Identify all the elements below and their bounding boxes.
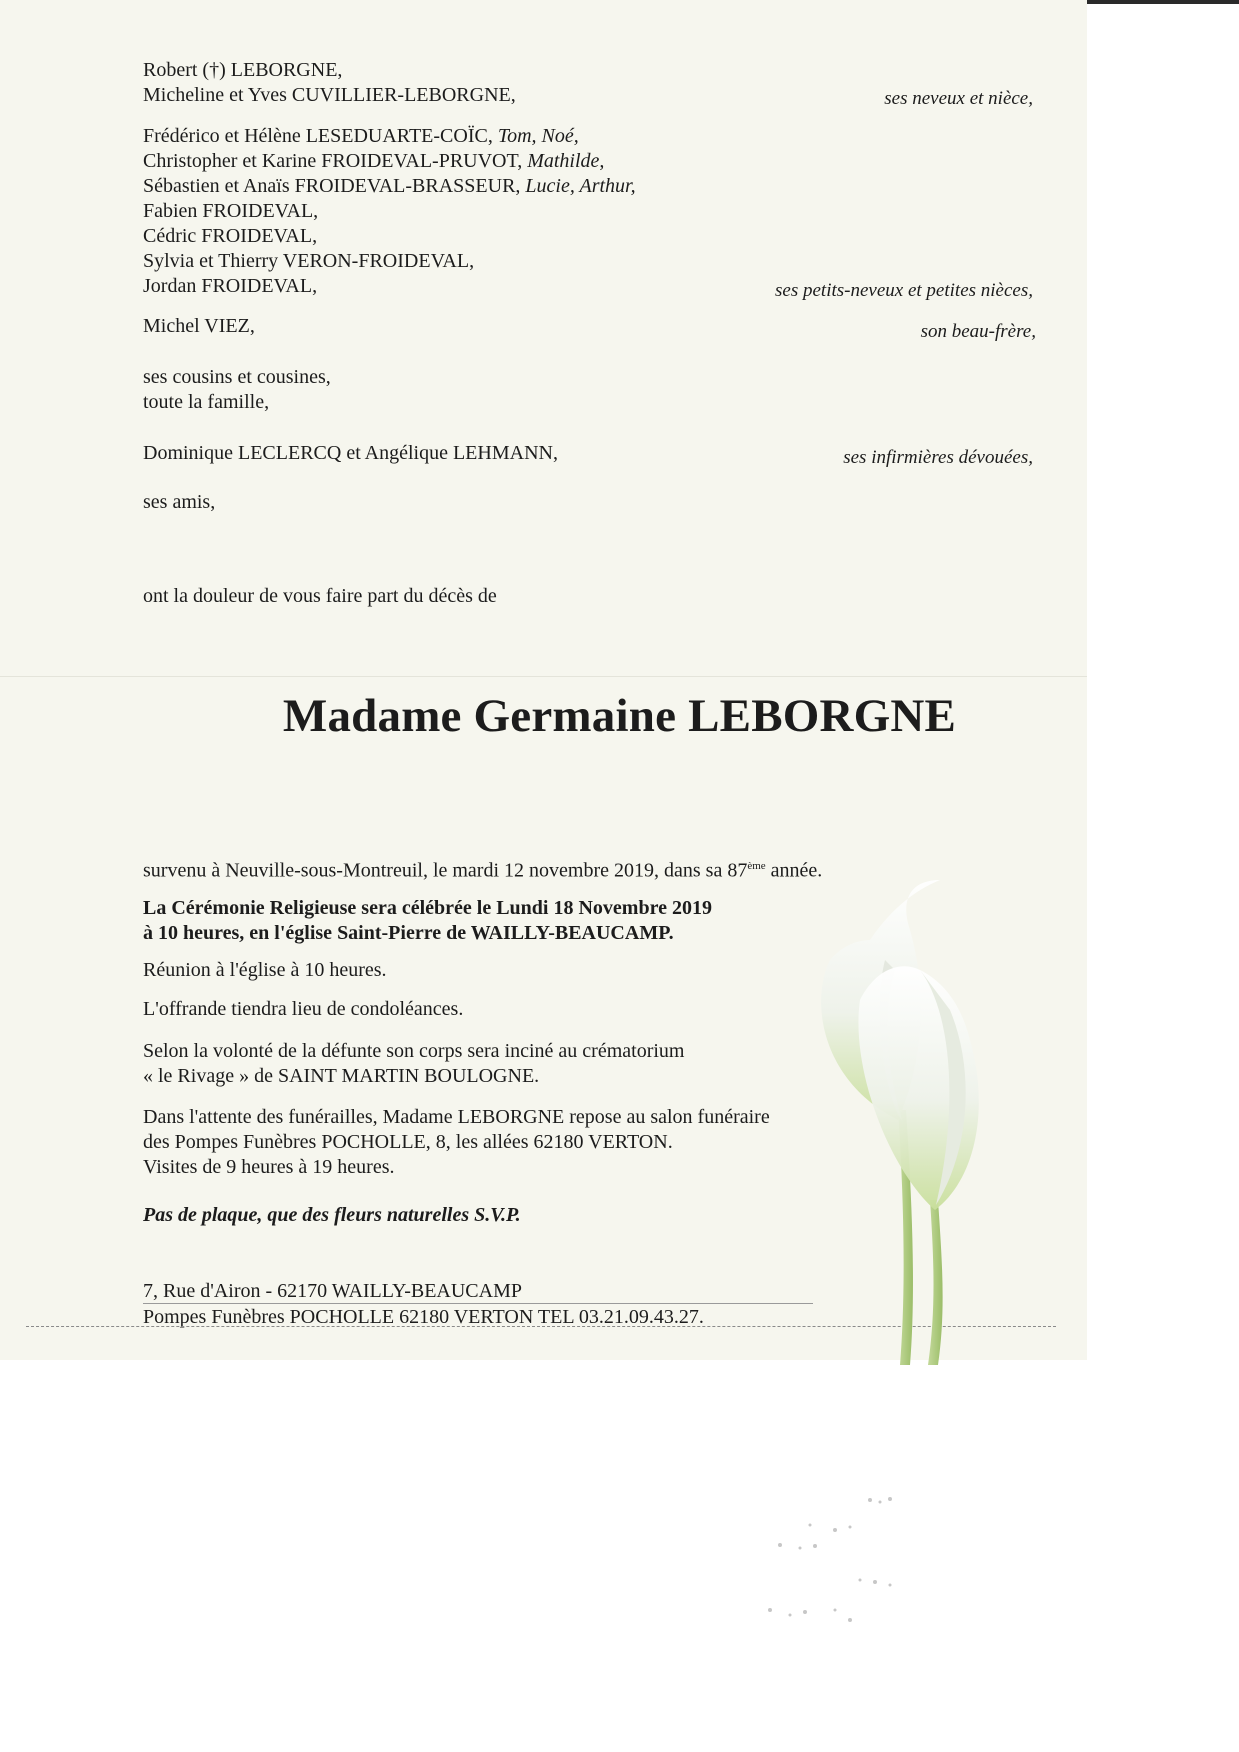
scan-edge-line [1087,0,1239,4]
family-line-1: Robert (†) LEBORGNE, [143,59,343,81]
deceased-name: Madame Germaine LEBORGNE [282,690,957,742]
ceremony-line-1: La Cérémonie Religieuse sera célébrée le Lundi 18 Novembre 2019 [143,897,712,919]
reunion-line: Réunion à l'église à 10 heures. [143,959,387,981]
death-details: survenu à Neuville-sous-Montreuil, le mardi 12 novembre 2019, dans sa 87ème année. [143,859,823,882]
family-line-9: Jordan FROIDEVAL, [143,275,318,297]
funeral-home-line-2: des Pompes Funèbres POCHOLLE, 8, les allées 62180 VERTON. [143,1131,673,1153]
family-line-8: Sylvia et Thierry VERON-FROIDEVAL, [143,250,475,272]
relation-nurses: ses infirmières dévouées, [843,447,1033,468]
family-line-5: Sébastien et Anaïs FROIDEVAL-BRASSEUR, Lucie, Arthur, [143,175,636,197]
offering-line: L'offrande tiendra lieu de condoléances. [143,998,464,1020]
visiting-hours-line: Visites de 9 heures à 19 heures. [143,1156,395,1178]
family-line-13: Dominique LECLERCQ et Angélique LEHMANN, [143,442,558,464]
relation-grandnephews: ses petits-neveux et petites nièces, [775,280,1033,301]
relation-nephews: ses neveux et nièce, [884,88,1033,109]
cremation-line-1: Selon la volonté de la défunte son corps sera inciné au crématorium [143,1040,685,1062]
family-line-2: Micheline et Yves CUVILLIER-LEBORGNE, [143,84,516,106]
family-line-6: Fabien FROIDEVAL, [143,200,319,222]
family-line-10: Michel VIEZ, [143,315,255,337]
ceremony-line-2: à 10 heures, en l'église Saint-Pierre de WAILLY-BEAUCAMP. [143,922,674,944]
address-underline [143,1303,813,1304]
family-line-14: ses amis, [143,491,216,513]
funeral-home-line-1: Dans l'attente des funérailles, Madame LEBORGNE repose au salon funéraire [143,1106,770,1128]
family-line-4: Christopher et Karine FROIDEVAL-PRUVOT, Mathilde, [143,150,605,172]
family-line-11: ses cousins et cousines, [143,366,331,388]
calla-lily-illustration [800,870,1060,1365]
fold-line [0,676,1087,677]
funeral-director-line: Pompes Funèbres POCHOLLE 62180 VERTON TEL 03.21.09.43.27. [143,1306,704,1328]
family-line-7: Cédric FROIDEVAL, [143,225,318,247]
cremation-line-2: « le Rivage » de SAINT MARTIN BOULOGNE. [143,1065,540,1087]
family-line-12: toute la famille, [143,391,270,413]
family-line-3: Frédérico et Hélène LESEDUARTE-COÏC, Tom, Noé, [143,125,579,147]
relation-brother-in-law: son beau-frère, [920,321,1036,342]
scan-noise [740,1460,980,1660]
no-plaque-line: Pas de plaque, que des fleurs naturelles S.V.P. [143,1204,521,1226]
announcement-line: ont la douleur de vous faire part du décès de [143,585,497,607]
home-address: 7, Rue d'Airon - 62170 WAILLY-BEAUCAMP [143,1280,522,1302]
